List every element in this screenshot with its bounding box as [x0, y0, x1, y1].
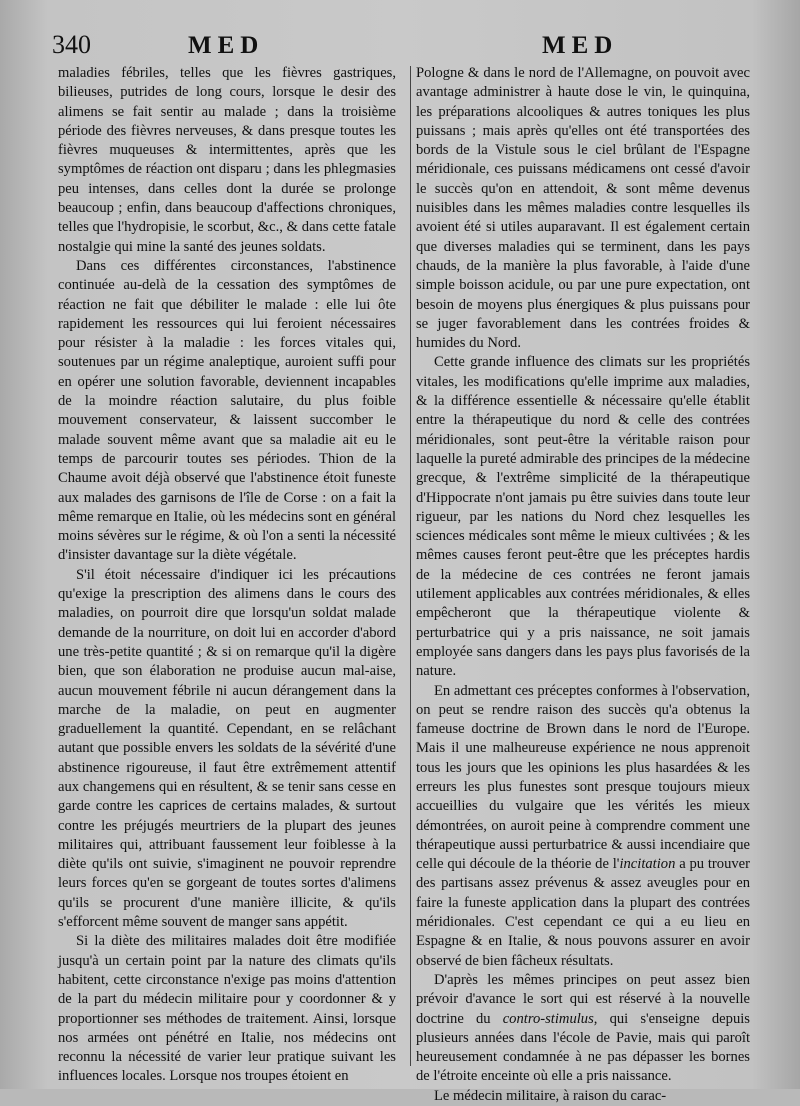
paragraph: Cette grande influence des climats sur les propriétés vitales, les modifications qu'elle imprime aux maladies, & la différence essentielle & nécessaire qu'elle établit entre la thérapeutique du nord & celle des contrées méridionales, sont peut-être la véritable raison pour laquelle la pureté admirable des principes de la médecine grecque, & l'extrême simplicité de la thérapeutique d'Hippocrate n'ont jamais pu être suivies dans toute leur rigueur, par les nations du Nord chez lesquelles les sciences médicales sont même le mieux cultivées ; & les mêmes causes feront peut-être que les préceptes hardis de la médecine de ces contrées ne feront jamais utilement applicables aux contrées méridionales, & elles empêcheront que la thérapeutique violente & perturbatrice qui y a pris naissance, ne soit jamais employée sans dangers dans les pays plus favorisés de la nature.: [416, 354, 750, 680]
paragraph: Si la diète des militaires malades doit être modifiée jusqu'à un certain point par la nature des climats qu'ils habitent, cette circonstance n'exige pas moins d'attention de la part du médecin militaire pour y coordonner & y proportionner ses méthodes de traitement. Ainsi, lorsque nos armées ont pénétré en Italie, nos médecins ont reconnu la nécessité de varier leur pratique suivant les influences locales. Lorsque nos troupes étoient en: [58, 933, 396, 1085]
paragraph-text: , qui s'enseigne depuis plusieurs années dans l'école de Pavie, mais qui paroît heureusement condamnée à ne pas dépasser les bornes de l'étroite enceinte où elle a pris naissance.: [416, 1010, 750, 1085]
paragraph: maladies fébriles, telles que les fièvres gastriques, bilieuses, putrides de long cours, lorsque le desir des alimens se fait sentir au malade ; dans la troisième période des fièvres nerveuses, & dans presque toutes les fièvres muqueuses & intermittentes, après que les symptômes de réaction ont disparu ; dans les phlegmasies peu intenses, dans celles dont la durée se prolonge beaucoup ; enfin, dans beaucoup d'affections chroniques, telles que l'hydropisie, le scorbut, &c., & dans cette fatale nostalgie qui mine la santé des jeunes soldats.: [58, 65, 396, 255]
running-header: [50, 30, 770, 62]
left-column: [58, 64, 396, 1087]
left-running-head: MED: [188, 32, 265, 59]
italic-term: incitation: [619, 856, 676, 873]
paragraph: Dans ces différentes circonstances, l'abstinence continuée au-delà de la cessation des symptômes de réaction ne fait que débiliter le malade : elle lui ôte rapidement les ressources qui lui feroient nécessaires pour résister à la maladie : les forces vitales qui, soutenues par un régime analeptique, auroient suffi pour en opérer une solution favorable, deviennent incapables de la moindre réaction salutaire, du plus foible mouvement conservateur, & laissent succomber le malade souvent même avant que sa maladie ait eu le temps de parcourir toutes ses périodes. Thion de la Chaume avoit déjà observé que l'abstinence étoit funeste aux malades des garnisons de l'île de Corse : on a fait la même remarque en Italie, où les médecins sont en général moins sévères sur le régime, & où l'on a senti la nécessité d'insister davantage sur la diète végétale.: [58, 257, 396, 564]
column-divider: [410, 66, 411, 1066]
paragraph: S'il étoit nécessaire d'indiquer ici les précautions qu'exige la prescription des alimens dans le cours des maladies, on pourroit dire que lorsqu'un soldat malade demande de la nourriture, on doit lui en accorder d'abord une très-petite quantité ; & si on remarque qu'il la digère bien, que son élaboration ne produise aucun mal-aise, aucun mouvement fébrile ni aucun dérangement dans la marche de la maladie, on peut en augmenter graduellement la quantité. Cependant, en se relâchant autant que possible envers les soldats de la sévérité d'une abstinence rigoureuse, il faut être extrêmement attentif aux changemens qui en résultent, & se tenir sans cesse en garde contre les caprices de certains malades, & surtout contre les préjugés meurtriers de la plupart des jeunes militaires qui, attribuant faussement leur foiblesse à la diète qu'ils ont suivie, s'imaginent ne pouvoir reprendre leurs forces qu'en se gorgeant de toutes sortes d'alimens qu'ils se procurent d'une manière illicite, & qu'ils s'efforcent même souvent de manger sans appétit.: [58, 566, 396, 931]
paragraph: [416, 971, 750, 1087]
right-running-head: MED: [542, 32, 619, 59]
right-column: [416, 64, 750, 1106]
paragraph-text: D'après les mêmes principes on peut assez bien prévoir d'avance le sort qui est réservé à la nouvelle doctrine du: [416, 971, 750, 1027]
italic-term: contro-stimulus: [502, 1010, 594, 1027]
paragraph: Pologne & dans le nord de l'Allemagne, on pouvoit avec avantage administrer à haute dose le vin, le quinquina, les préparations alcooliques & autres toniques les plus puissans ; mais après qu'elles ont été transportées des bords de la Vistule sous le ciel brûlant de l'Espagne méridionale, ces puissans médicamens ont cessé d'avoir le succès qu'on en attendoit, & sont même devenus nuisibles dans les mêmes maladies contre lesquelles ils avoient été si utiles auparavant. Il est également certain que diverses maladies qui se terminent, dans les pays chauds, de la manière la plus favorable, à l'aide d'une simple boisson acidule, ou par une pure expectation, ont besoin de moyens plus énergiques & plus puissans pour se juger favorablement dans les contrées froides & humides du Nord.: [416, 65, 750, 352]
paragraph: Le médecin militaire, à raison du carac-: [434, 1087, 667, 1104]
paragraph: [416, 682, 750, 971]
page-number: 340: [52, 30, 91, 59]
paragraph-text: En admettant ces préceptes conformes à l'observation, on peut se rendre raison des succès qu'a obtenus la fameuse doctrine de Brown dans le nord de l'Europe. Mais il une malheureuse expérience ne nous apprenoit tous les jours que les opinions les plus hasardées & les erreurs les plus funestes sont presque toujours mieux accueillies du vulgaire que les vérités les mieux démontrées, on auroit peine à comprendre comment une thérapeutique aussi perturbatrice & aussi incendiaire que celle qui découle de la théorie de l': [416, 682, 750, 873]
paragraph-text: a pu trouver des partisans assez prévenus & assez aveugles pour en faire la funeste application dans la plupart des contrées méridionales. C'est cependant ce qui a eu lieu en Espagne & en Italie, & nous pouvons assurer en avoir observé de bien fâcheux résultats.: [416, 856, 750, 969]
